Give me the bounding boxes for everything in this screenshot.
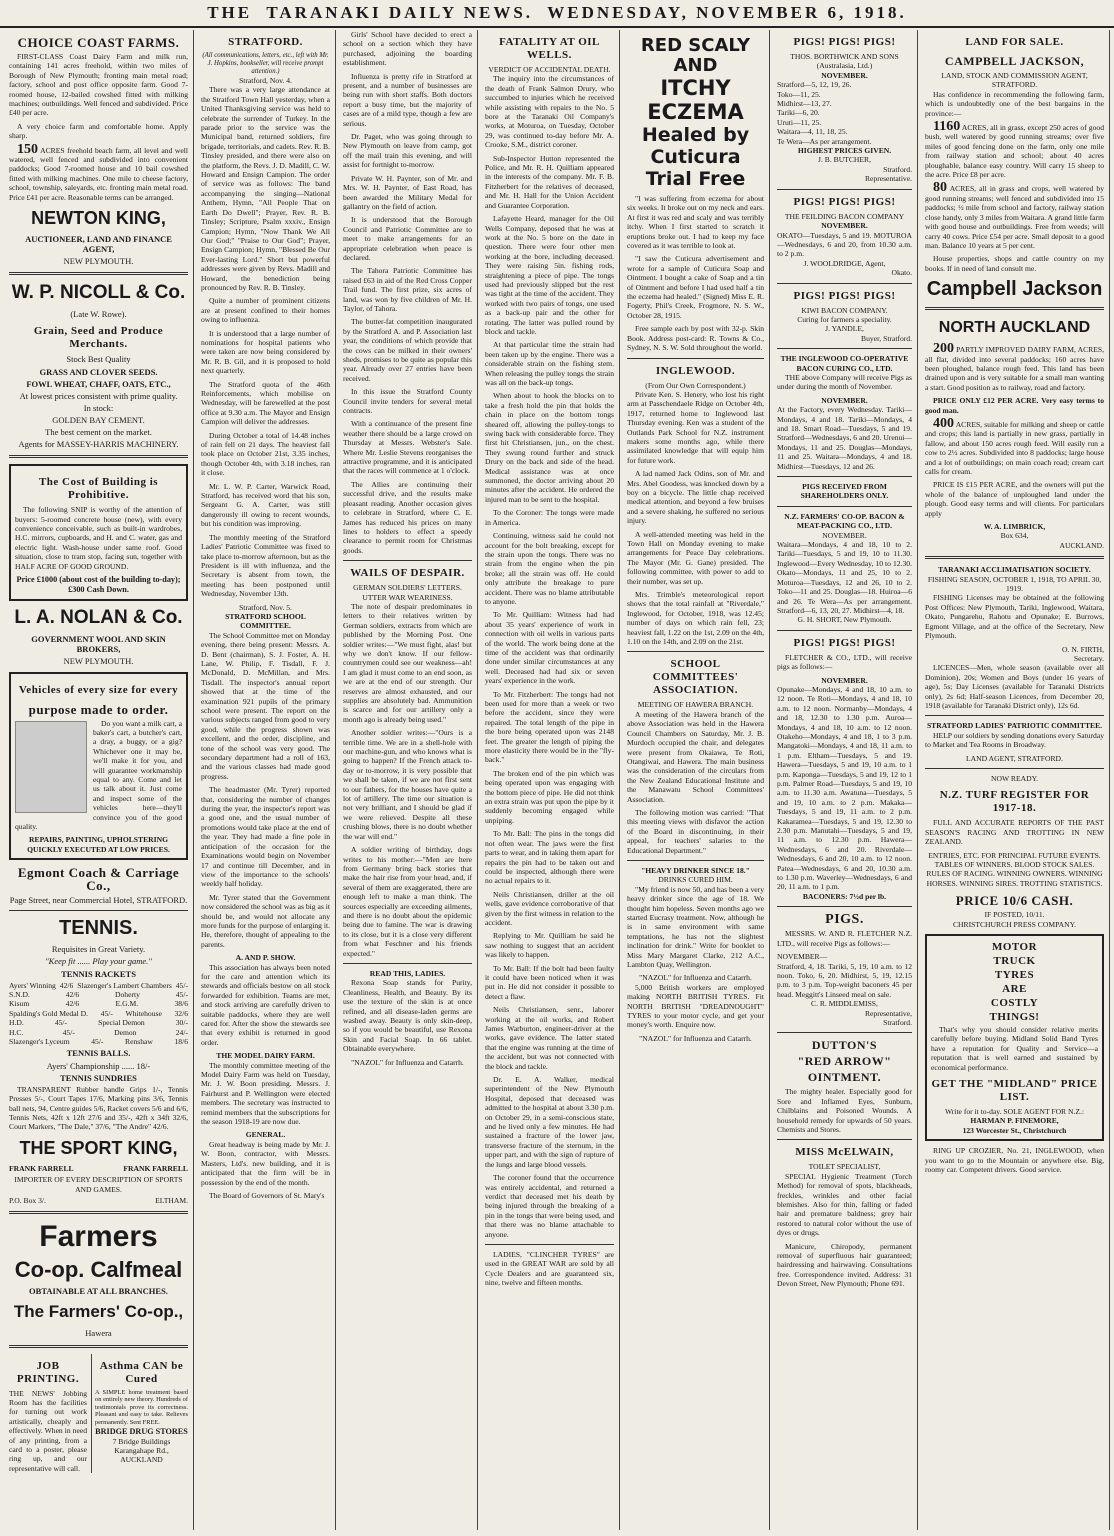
c3-p5: It is understood that the Borough Council and Patriotic Committee are to meet to make arrangements for an appropriate celebration when peace is declared. xyxy=(343,215,472,262)
masthead-title: TARANAKI DAILY NEWS. xyxy=(266,3,534,22)
column-3 xyxy=(338,30,478,1530)
masthead xyxy=(0,0,1114,28)
stratford-p2: Quite a number of prominent citizens are at present confined to their homes owing to influenza. xyxy=(201,296,330,325)
campbell-1160-body: ACRES, all in grass, except 250 acres of good bush, well watered by good running streams; over five miles of good fencing done on the farm, only one mile from railway station and school; about 40 acres ploughable, balance easy country. Will carry 15 sheep to the acre. Price £8 per acre. xyxy=(925,123,1104,180)
masthead-date: WEDNESDAY, NOVEMBER 6, 1918. xyxy=(547,3,907,22)
farmers-2: Co-op. Calfmeal xyxy=(14,1257,183,1283)
inglewood-p4: Mrs. Trimble's meteorological report shows that the total rainfall at "Riverdale," Inglewood, for October, 1918, was 12.45; number of days on which rain fell, 23; heaviest fall, 1.22 on the 1st, 2.09 on the 4th, 1.10 on the 14th, and 2.09 on the 21st. xyxy=(627,590,764,647)
egmont-addr: Page Street, near Commercial Hotel, STRATFORD. xyxy=(9,895,188,906)
sportking-name: THE SPORT KING, xyxy=(19,1137,178,1158)
c3-p10: The Allies are continuing their successful drive, and the results make pleasant reading. Another occasion gives to celebrate in Stratford, where C. E. James has reduced his prices on many lines to holders to effect a speedy clearance to permit room for Christmas goods. xyxy=(343,479,472,555)
inglewood-p3: A well-attended meeting was held in the Town Hall on Monday evening to make arrangements for Peace Day celebrations. The Mayor (Mr. G. Gane) presided. The following committee, with power to add to their number, was set up. xyxy=(627,529,764,586)
cuticura-headline-2: ITCHY ECZEMA xyxy=(647,76,744,124)
stratford-p5: During October a total of 14.48 inches of rain fell on 21 days. The heaviest fall took place on October 21st, 3.35 inches, though October 4th, with 3.18 inches, ran it close. xyxy=(201,430,330,478)
fatality-head: FATALITY AT OIL WELLS. xyxy=(499,36,600,61)
nicoll-prices: At lowest prices consistent with prime quality. xyxy=(19,390,178,401)
coast-body2: A very choice farm and comfortable home. Apply sharp. xyxy=(9,121,188,141)
cuticura-body3: Free sample each by post with 32-p. Skin Book. Address post-card: R. Towns & Co., Sydney, N. S. W. Sold throughout the world. xyxy=(627,324,764,353)
c3-p6: The Tahora Patriotic Committee has raised £63 in aid of the Red Cross Copper Trail fund. The first prize, six acres of land, was won by five children of Mr. H. Taylor, of Tahora. xyxy=(343,266,472,313)
fletch-lines: Opunake—Mondays, 4 and 18, 10 a.m. to 12 noon. Te Roti—Mondays, 4 and 18, 10 a.m. to 12 noon. Normanby—Mondays, 4 and 18, 12.30 to 1.30 p.m. Auroa—Mondays, 4 and 18, 10 a.m. to 12 noon. Otakeho—Mondays, 4 and 18, 1 to 3 p.m. Mangatoki—Mondays, 4 and 18, 11 a.m. to 1 p.m. Eltham—Tuesdays, 5 and 19. Hawera—Tuesdays, 5 and 19, 10 a.m. to 1 p.m. Kaponga—Tuesdays, 5 and 19, 12 to 1 p.m. Palmer Road—Tuesdays, 5 and 19, 10 a.m. to 11.30 a.m. Awatuna—Tuesdays, 5 and 19, 10 a.m. to 2 p.m. Makaka—Tuesdays, 5 and 19, 11 a.m. to 2 p.m. Kakaramea—Tuesdays, 5 and 19, 12.30 to 2.30 p.m. Manutahi—Tuesdays, 5 and 19, 11 a.m. to 12.30 p.m. Hawera—Wednesdays, 6 and 20. Riverdale—Wednesdays, 6 and 20, 10 a.m. to 12 noon. Patea—Wednesdays, 6 and 20, 10.30 a.m. to 1.30 p.m. Waverley—Wednesdays, 6 and 20, 11 a.m. to 1 p.m. xyxy=(777,684,912,892)
nz-head: N.Z. FARMERS' CO-OP. BACON & MEAT-PACKING CO., LTD. xyxy=(784,511,905,531)
campbell-80-body: ACRES, all in grass and crops, well watered by good running streams; well fenced and subdivided into 15 paddocks; ½ mile from school and factory, railway station close handy, only 3 miles from Waitara. A grand little farm with good house and outbuildings. Free from weeds; will carry 40 cows. Price £54 per acre. Small deposit to a good man. Balance 10 years at 5 per cent. xyxy=(925,184,1104,250)
cuticura-body2: "I saw the Cuticura advertisement and wrote for a sample of Cuticura Soap and Ointment. I bought a cake of Soap and a tin of Ointment and before I had used half a tin the eczema had healed." (Signed) Miss E. R. Fogerty, Phil's Creek, Frogmore, N. S. W., October 28, 1915. xyxy=(627,254,764,320)
racket-row: Ayers' Winning 42/6 Slazenger's Lambert Chambers 45/- xyxy=(9,980,188,990)
cost-title: The Cost of Building is Prohibitive. xyxy=(38,476,159,502)
pigs-head: PIGS. xyxy=(825,912,864,928)
pigs2-company: THE FEILDING BACON COMPANY xyxy=(784,211,905,221)
stratford-note: (All communications, letters, etc., left with Mr. J. Hopkins, bookseller, will receive prompt attention.) xyxy=(202,52,329,75)
acc-sec: O. N. FIRTH, xyxy=(1062,644,1104,654)
tennis-keep: "Keep fit ...... Play your game." xyxy=(45,956,152,967)
pigs3-company: KIWI BACON COMPANY. xyxy=(801,305,888,315)
inglewood-p2: A lad named Jack Odins, son of Mr. and Mrs. Abel Goodess, was knocked down by a boy on a bicycle. The little chap received medical attention, and beyond a few bruises and a severe shaking, he suffered no serious injury. xyxy=(627,469,764,526)
coast-150: 150 xyxy=(17,141,38,157)
mcelwain-sub: TOILET SPECIALIST, xyxy=(808,1162,881,1172)
motor-4: ARE xyxy=(1002,983,1027,996)
cuticura-headline-3: Healed by Cuticura xyxy=(641,124,750,168)
sc-sub: MEETING OF HAWERA BRANCH. xyxy=(637,700,754,710)
stratford-head: STRATFORD. xyxy=(228,36,303,48)
asthma-body: A SIMPLE home treatment based on entirely new theory. Hundreds of testimonials prove its correctness. Pleasant and easy to take. Relieves permanently. Sent FREE. xyxy=(95,1388,188,1426)
fatality-p8: To Mr. Quilliam: Witness had had about 35 years' experience of work in connection with oil wells in various parts of the world. The work being done at the time of the accident was that ordinarily done under similar circumstances at any well. Deceased had had six or seven years' experience in the work. xyxy=(485,610,614,686)
mcelwain-body2: Manicure, Chiropody, permanent removal of superfluous hair guaranteed; hairdressing and hairwaving. Consultations free. Correspondence invited. Address: 31 Devon Street, New Plymouth; Phone 691. xyxy=(777,1241,912,1289)
pigs1-line: Toko—11, 25. xyxy=(777,89,821,99)
motor-3: TYRES xyxy=(994,969,1035,982)
turf-price: PRICE 10/6 CASH. xyxy=(955,893,1074,909)
stratford-p1: There was a very large attendance at the Stratford Town Hall yesterday, when a United Thanksgiving service was held to celebrate the surrender of Turkey. In the parade prior to the service was the Municipal band, returned soldiers, fire brigade, territorials, and cadets. Rev. R. B. Tinsley presided, and there were also on the platform, the Revs. J. D. Madill, C. W. Howard and Ensign Campion. The order of service was as follows: The band accompanying the singing—National Anthem, Hymn, "All People That on Earth Do Dwell"; Prayer, Rev. R. B. Tinsley; Scripture, Psalm xxxiv., Ensign Campion; Hymn, "Now Thank We All Our God;" "Praise to Our God"; Prayer, Ensign Campion; Hymn, "Blessed Be Our Ever-lasting Lord." Short but powerful addresses were given by Revs. Madill and Howard, the benediction being pronounced by Rev. R. B. Tinsley. xyxy=(201,85,330,292)
fatality-p6: To the Coroner: The tongs were made in America. xyxy=(485,508,614,527)
turf-ready: NOW READY. xyxy=(991,773,1038,783)
nicoll-agents: Agents for MASSEY-HARRIS MACHINERY. xyxy=(18,439,179,450)
fatality-p10: The broken end of the pin which was being operated upon was engaging with the bottom piece of pipe. He did not think an extra strain was put upon the pipe by it suddenly becoming engaged while unpiping. xyxy=(485,768,614,825)
ing-coop-month: NOVEMBER. xyxy=(821,395,868,405)
dutton-2: "RED ARROW" xyxy=(797,1054,892,1069)
vehicles-title: Vehicles of every size for every xyxy=(18,683,179,696)
rackets-title: TENNIS RACKETS xyxy=(61,968,136,979)
coast-title: CHOICE COAST FARMS. xyxy=(17,35,180,50)
general-head: GENERAL. xyxy=(245,1130,286,1140)
stratford-dateline: Stratford, Nov. 4. xyxy=(239,76,292,85)
read-head: READ THIS, LADIES. xyxy=(369,968,446,978)
nicoll-stock: Stock Best Quality xyxy=(66,354,131,365)
asthma-drug: BRIDGE DRUG STORES xyxy=(95,1426,188,1436)
slpc-head: STRATFORD LADIES' PATRIOTIC COMMITTEE. xyxy=(926,721,1103,731)
nicoll-name: W. P. NICOLL & Co. xyxy=(11,282,186,304)
pigs-body: MESSRS. W. AND R. FLETCHER N.Z. LTD., will receive Pigs as follows:— xyxy=(777,929,912,948)
racket-row: S.N.D. 42/6 Doherty 45/- xyxy=(9,990,188,999)
rackets-list xyxy=(9,981,188,1047)
column-7 xyxy=(920,30,1110,1530)
crozier: RING UP CROZIER, No. 21, INGLEWOOD, when you want to go to the Mountain or anywhere else. Big, roomy car. Competent drivers. Good service. xyxy=(925,1146,1104,1175)
inglewood-from: (From Our Own Correspondent.) xyxy=(645,380,746,390)
cuticura-headline-1: RED SCALY AND xyxy=(640,35,751,76)
committee-head: STRATFORD SCHOOL COMMITTEE. xyxy=(225,611,306,631)
farmers-3: OBTAINABLE AT ALL BRANCHES. xyxy=(29,1286,168,1297)
turf-body: FULL AND ACCURATE REPORTS OF THE PAST SEASON'S RACING AND TROTTING IN NEW ZEALAND. xyxy=(925,818,1104,847)
c3-p9: With a continuance of the present fine weather there should be a large crowd on Thursday at Messrs. Webster's Sale. Where Mr. Leslie Stevens reorganises the attractive programme, and it is anticipated that the races will commence at 1 o'clock. xyxy=(343,419,472,476)
pigs3-body: Curing for farmers a speciality. xyxy=(797,314,892,324)
acc-licences: LICENCES—Men, whole season (available over all Dominion), 20s; Women and Boys (under 16 years of age), 5s; Day Licenses (available for Taranaki Districts only), 2s 6d; Half-season Licences, from December 20, 1918 (available for Taranaki District only), 12s 6d. xyxy=(925,663,1104,710)
tyres: 5,000 British workers are employed making NORTH BRITISH TYRES. Fit NORTH BRITISH "DREADNOUGHT" TYRES to your motor cycle, and get your money's worth. Enquire now. xyxy=(627,982,764,1030)
stratford-p3: It is understood that a large number of nominations for hospital patients who were taken are now being considered by Mr. R. B. Gil, and it is proposed to hold next quarterly. xyxy=(201,328,330,376)
motor-body: That's why you should consider relative merits carefully before buying. Midland Solid Band Tyres have a reputation for Quality and Service—a reputation that is well earned and sustained by economical performance. xyxy=(931,1025,1098,1072)
read-body: Rexona Soap stands for Purity, Cleanliness, Health, and Beauty. By its use the texture of the skin is at once refined, and all disease-laden germs are washed away. Beauty is only skin-deep, so if you would be beautiful, use Rexona Skin and Facial Soap. In 66 tablet. Obtainable everywhere. xyxy=(343,978,472,1054)
campbell-1160: 1160 xyxy=(933,119,961,135)
sportking-box: P.O. Box 3/. xyxy=(9,1195,46,1205)
racket-row: Kisum 42/6 E.G.M. 38/6 xyxy=(9,999,188,1009)
wails-sub2: UTTER WAR WEARINESS. xyxy=(362,592,453,602)
vehicles-body: Do you want a milk cart, a baker's cart, a butcher's cart, a dray, a buggy, or a gig? Whichever one it may be, we'll make it for you, and will guarantee workmanship equal to any. Come and let us talk about it. Just come and inspect some of the vehicles here—they'll convince you of the good quality. xyxy=(15,718,182,831)
pigs3-agent: J. YANDLE, xyxy=(825,324,864,334)
turf-office: CHRISTCHURCH PRESS COMPANY. xyxy=(952,919,1077,929)
midland-body: Write for it to-day. SOLE AGENT FOR N.Z.: xyxy=(944,1107,1085,1117)
pigs2-place: Okato. xyxy=(891,268,912,278)
balls-line: Ayers' Championship ...... 18/- xyxy=(46,1060,151,1071)
sc-p1: A meeting of the Hawera branch of the above Association was held in the Hawera Council Chambers on Saturday, Mr. J. B. Murdoch occupied the chair, and delegates were present from Okaiawa, Te Roti, Otangiwai, and Hawera. The main business was the consideration of the circulars from the New Zealand Educational Institute and the Manawatu School Committees' Association. xyxy=(627,709,764,804)
na-head: NORTH AUCKLAND xyxy=(938,319,1091,337)
fatality-p12: Neils Christiansen, driller at the oil wells, gave evidence corroborative of that given by the first witness in relation to the accident. xyxy=(485,889,614,927)
racket-row: Spalding's Gold Medal D. 45/- Whitehouse 32/6 xyxy=(9,1008,188,1018)
ing-coop-lines: At the Factory, every Wednesday. Tariki—Mondays, 4 and 18. Tariki—Mondays, 4 and 18. Smart Road—Tuesdays, 5 and 19. Stratford—Wednesdays, 6 and 20. Urenui—Mondays, 11 and 25. Douglas—Mondays, 11 and 25. Waitara—Mondays, 4 and 18. Midhirst—Tuesdays, 12 and 26. xyxy=(777,405,912,471)
motor-1: MOTOR xyxy=(991,941,1038,954)
pigs1-line: Tariki—6, 20. xyxy=(777,108,820,118)
asthma-addr: 7 Bridge Buildings xyxy=(112,1436,171,1446)
ing-coop-body: THE above Company will receive Pigs as under during the month of November. xyxy=(777,372,912,392)
stratford-dateline2: Stratford, Nov. 5. xyxy=(239,602,292,612)
farmers-1: Farmers xyxy=(39,1220,158,1254)
stratford-p7: The monthly meeting of the Stratford Ladies' Patriotic Committee was fixed to take place to-morrow afternoon, but as the President is ill with influenza, and the Secretary is absent from town, the meeting has been postponed until Wednesday, November 13th. xyxy=(201,532,330,599)
pigs1-line: Uruti—11, 25. xyxy=(777,117,822,127)
shares-head: PIGS RECEIVED FROM SHAREHOLDERS ONLY. xyxy=(800,482,889,501)
fletch-head: PIGS! PIGS! PIGS! xyxy=(793,636,896,649)
sc-head: SCHOOL COMMITTEES' ASSOCIATION. xyxy=(652,658,739,697)
fletch-baconers: BACONERS: 7½d per lb. xyxy=(802,891,887,901)
pigs-place: Stratford. xyxy=(883,1017,912,1027)
na-agent: W. A. LIMBRICK, xyxy=(983,522,1046,532)
c3-p4: Private W. H. Paynter, son of Mr. and Mrs. W. H. Paynter, of East Road, has been awarded the Military Medal for gallantry on the field of action. xyxy=(343,173,472,211)
mcelwain-name: MISS McELWAIN, xyxy=(795,1146,894,1159)
na-box: Box 634, xyxy=(1000,531,1029,541)
newton-sub: AUCTIONEER, LAND AND FINANCE AGENT, xyxy=(25,234,172,255)
na-400-body: ACRES, suitable for milking and sheep or cattle and crops; this land is partially in new grass, partially in fallow, and about 150 acres rough feed. Will easily run a cow to 2½ acres. Subdivided into 8 paddocks; large house and a lot of outbuildings; on main coach road; cream cart calls for cream. xyxy=(925,419,1104,476)
fatality-p9: To Mr. Fitzherbert: The tongs had not been used for more than a week or two before the accident, since they were repaired. The total length of the pipe in the bore being operated upon was 2148 feet. The greater the length of piping the more elasticity there would be in the "fly-back." xyxy=(485,689,614,765)
c3-p1: Girls' School have decided to erect a school on a section which they have purchased, adjoining the boarding establishment. xyxy=(343,30,472,68)
pigs2-body: OKATO—Tuesdays, 5 and 19. MOTUROA—Wednesdays, 6 and 20, from 10.30 a.m. to 2 p.m. xyxy=(777,230,912,259)
wails-sub: GERMAN SOLDIERS' LETTERS. xyxy=(353,583,462,593)
newton-name: NEWTON KING, xyxy=(31,208,166,229)
pigs1-head: PIGS! PIGS! PIGS! xyxy=(793,36,896,48)
na-price: PRICE ONLY £12 PER ACRE. Very easy terms to good man. xyxy=(925,396,1104,415)
vehicles-title2: purpose made to order. xyxy=(28,701,169,717)
heavy-sub: DRINKS CURED HIM. xyxy=(658,875,733,885)
dutton-3: OINTMENT. xyxy=(807,1070,882,1085)
fatality-p14: To Mr. Ball: If the bolt had been faulty it could have been noticed when it was put in. He did not consider it possible to detect a flaw. xyxy=(485,963,614,1001)
mcelwain-body: SPECIAL Hygienic Treatment (Torch Method) for removal of spots, blackheads, freckles, wrinkles and other facial blemishes. Also for thin, falling or faded hair and premature baldness; grey hair restored to natural color without the use of dyes or drugs. xyxy=(777,1171,912,1238)
fatality-p4: At that particular time the strain had been taken up by the engine. There was a considerable strain on the fishing stem. When releasing the pulley tongs the strain was all on the back-up tongs. xyxy=(485,340,614,387)
fatality-sub: VERDICT OF ACCIDENTAL DEATH. xyxy=(488,65,611,74)
na-200: 200 xyxy=(933,341,954,357)
turf-posted: IF POSTED, 10/11. xyxy=(984,910,1045,920)
pigs3-head: PIGS! PIGS! PIGS! xyxy=(793,289,896,302)
sportking-town: ELTHAM. xyxy=(155,1195,188,1205)
show-body: This association has always been noted for the care and attention which its stewards and officials bestow on all stock forwarded for exhibition. Teams are met, and stock arriving are carefully driven to suitable paddocks, where they are well cared for. After the show the stewards see that every exhibit is returned in good order. xyxy=(201,962,330,1047)
pigs-month: NOVEMBER— xyxy=(777,952,828,962)
cuticura-body: "I was suffering from eczema for about six weeks. It broke out on my neck and ears. At first it was red and scaly and was terribly itchy. When I first started to scratch it eruptions broke out. I had to keep my face covered as it was terrible to look at. xyxy=(627,194,764,251)
committee-c3: Mr. Tyrer stated that the Government now considered the school was as big as it should be, and would not allocate any more funds for the purpose of enlarging it. He, therefore, thought of appealing to the parents. xyxy=(201,892,330,949)
acc-sec2: Secretary. xyxy=(1073,653,1104,663)
general-body2: The Board of Governors of St. Mary's xyxy=(209,1190,325,1200)
cost-body: The following SNIP is worthy of the attention of buyers: 5-roomed concrete house (new), with every convenience conceivable, such as built-in wardrobes, H.C. mirrors, cupboards, and H. and C. water, gas and electric light. Wash-house under same roof. Good situation, close to tram stop, facing sun, together with HALF ACRE OF GOOD GROUND. xyxy=(15,505,182,571)
pigs1-place: Stratford. xyxy=(883,164,912,174)
midland-addr: 123 Worcester St., Christchurch xyxy=(962,1125,1067,1135)
dutton-1: DUTTON'S xyxy=(811,1038,878,1053)
sundries-title: TENNIS SUNDRIES xyxy=(60,1072,137,1083)
nz-agent: G. H. SHORT, New Plymouth. xyxy=(797,615,892,625)
tennis-title: TENNIS. xyxy=(59,917,138,940)
pigs2-head: PIGS! PIGS! PIGS! xyxy=(793,195,896,208)
coast-150-body: ACRES freehold beach farm, all level and well watered, well fenced and subdivided into convenient paddocks; Good 7-roomed house and 10 bail cowshed fitted with milking machines. One mile to cheese factory, school, township, saleyards, etc. fronting main metal road. Price £41 per acre. Reasonable terms can be arranged. xyxy=(9,145,188,202)
dairy-body: The monthly committee meeting of the Model Dairy Farm was held on Tuesday, Mr. J. W. Boon presiding. Messrs. J. Fairhurst and P. Wellington were elected members. The secretary was instructed to remind members that the subscriptions for the season 1918-19 are now due. xyxy=(201,1060,330,1127)
c3-p7: The butter-fat competition inaugurated by the Stratford A. and P. Association last year, the conditions of which provide that the cows can be milked in their owners' sheds, promises to be quite as popular this year. Already over 27 entries have been received. xyxy=(343,317,472,383)
motor-2: TRUCK xyxy=(993,955,1036,968)
vehicles-repairs: REPAIRS, PAINTING, UPHOLSTERING QUICKLY EXECUTED AT LOW PRICES. xyxy=(27,835,170,854)
sportking-right: FRANK FARRELL xyxy=(123,1163,188,1173)
committee-c2: The headmaster (Mr. Tyrer) reported that, considering the number of changes during the year, the inspector's report was a good one, and the usual number of promotions would take place at the end of the year. They had made a fine pole in anticipation of the occasion for the Examinations would begin on November 17 and continue till December, and in view of the importance to the schools' weekly half holiday. xyxy=(201,785,330,889)
c3-foot: "NAZOL" for Influenza and Catarrh. xyxy=(351,1057,464,1067)
egmont-name: Egmont Coach & Carriage Co., xyxy=(17,865,180,894)
wails-p1: The note of despair predominates in letters to their relatives written by German soldiers, extracts from which are published by the Morning Post. One soldier writes:—"We must fight, alas! but why we don't know. If our fellow-countrymen could see our weakness—ah! I am glad it must come to an end soon, as we are at the end of our strength. Our reserves are almost exhausted, and our supplies are absolutely bad. Ammunition is scarce and for our artillery only a month ago is already being used." xyxy=(343,601,472,724)
column-1 xyxy=(4,30,194,1530)
land-head: LAND FOR SALE. xyxy=(965,36,1064,48)
newton-place: NEW PLYMOUTH. xyxy=(63,256,134,267)
pigs1-line: Waitara—4, 11, 18, 25. xyxy=(777,127,848,137)
fatality-p11: To Mr. Ball: The pins in the tongs did not often wear. The jaws were the first parts to wear, and in taking them apart for repairs the pin had to be taken out and could be inspected, although there were no actual repairs to it. xyxy=(485,829,614,886)
farmers-5: Hawera xyxy=(85,1328,112,1339)
wails-p2: Another soldier writes:—"Ours is a terrible time. We are in a shell-hole with our machine-gun, and who knows what is going to happen? If the French attack to-day or to-morrow, it is very possible that we shall be taken, if we are not first sent to our fathers, for the houses have quite a lot of artillery. The time our situation is not very brilliant, and I should be glad if we were relieved. Despite all these crushing blows, there is no doubt whether the war will end." xyxy=(343,728,472,841)
stratford-p4: The Stratford quota of the 46th Reinforcements, which mobilise on Wednesday, will be farewelled at the post office at 9.30 a.m. The Mayor and Ensign Campion will deliver the addresses. xyxy=(201,379,330,427)
job-title: JOB PRINTING. xyxy=(16,1359,80,1385)
cost-price: Price £1000 (about cost of the building to-day); £300 Cash Down. xyxy=(16,575,181,595)
campbell-big: Campbell Jackson xyxy=(926,278,1103,301)
c4-foot: LADIES, "CLINCHER TYRES" are used in the GREAT WAR are sold by all Cycle Dealers and are guaranteed six, nine, twelve and fifteen months. xyxy=(485,1249,614,1288)
job-body: THE NEWS' Jobbing Room has the facilities for turning out work artistically, cheaply and effectively. When in need of any printing, from a card to a poster, please ring up, and our representative will call. xyxy=(9,1388,87,1473)
c3-p2: Influenza is pretty rife in Stratford at present, and a number of businesses are being run with short staffs. Both doctors report a busy time, but the majority of cases are of a mild type, though a few are serious. xyxy=(343,71,472,128)
pigs1-highest: HIGHEST PRICES GIVEN. xyxy=(797,146,892,156)
nolan-sub: GOVERNMENT WOOL AND SKIN BROKERS, xyxy=(31,634,166,655)
turf-head: N.Z. TURF REGISTER FOR 1917-18. xyxy=(939,789,1090,815)
racket-row: H.D. 45/- Special Demon 30/- xyxy=(9,1018,188,1028)
pigs1-line: Midhirst—13, 27. xyxy=(777,99,832,109)
motor-6: THINGS! xyxy=(989,1011,1040,1024)
masthead-left: THE xyxy=(207,3,253,22)
nicoll-late: (Late W. Rowe). xyxy=(70,309,127,320)
motor-ad xyxy=(925,934,1104,1141)
pigs2-agent: J. WOOLDRIDGE, Agent, xyxy=(803,258,886,268)
nicoll-grass: GRASS AND CLOVER SEEDS. xyxy=(39,366,158,377)
nicoll-cement: GOLDEN BAY CEMENT. xyxy=(52,414,145,425)
pigs1-line: Te Wera—As per arrangement. xyxy=(777,136,872,146)
c3-p3: Dr. Paget, who was going through to New Plymouth on leave from camp, got off the mail train this evening, and will assist for fortnight to-morrow. xyxy=(343,132,472,170)
na-price2: PRICE IS £15 PER ACRE, and the owners will put the whole of the balance of unploughed land under the plough. Good easy terms and will clients. For particulars apply xyxy=(925,480,1104,518)
column-6 xyxy=(772,30,918,1530)
na-200-body: PARTLY IMPROVED DAIRY FARM, ACRES, all flat, divided into several paddocks; 160 acres have been ploughed, balance rough feed. This land has been drained upon and is very suitable for a small man wanting a start. Good position as to railway, road and factory. xyxy=(925,345,1104,392)
pigs1-month: NOVEMBER. xyxy=(821,70,868,80)
column-4 xyxy=(480,30,620,1530)
cuticura-headline-4: Trial Free xyxy=(645,168,746,190)
wails-p3: A soldier writing of birthday, dogs writes to his mother:—"Men are here from Germany bring back stories that make the hair rise from your head, and, if several of them are exaggerated, there are enough left to make a man think. The sources especially are exceeding ailments, and there is no doubt about the epidemic being due to famine. The war is drawing to its close, but it is a close very different from what Feschner and his friends expected." xyxy=(343,845,472,958)
nicoll-best: The best cement on the market. xyxy=(45,427,152,438)
nicoll-instock: In stock: xyxy=(83,402,114,413)
campbell-sub: LAND, STOCK AND COMMISSION AGENT, STRATFORD. xyxy=(941,71,1088,90)
heavy-head: "HEAVY DRINKER SINCE 18." xyxy=(641,865,750,875)
pigs1-company: THOS. BORTHWICK AND SONS (Australasia, Ltd.) xyxy=(790,52,899,71)
nicoll-title: Grain, Seed and Produce Merchants. xyxy=(33,325,164,351)
ing-coop-head: THE INGLEWOOD CO-OPERATIVE BACON CURING CO., LTD. xyxy=(780,354,909,373)
sundries-body: TRANSPARENT Rubber handle Grips 1/-, Tennis Presses 5/-, Court Tapes 17/6, Marking pins 3/6, Tennis ball nets, 94, Centre guides 5/6, Racket covers 5/6 and 6/6, Tennis Nets, 42ft x 12ft 27/6 and 35/-, 42ft x 34ft 32/6, Court Markers, "The Dale," 37/6, "The Andre" 42/6. xyxy=(9,1084,188,1132)
fletch-company: FLETCHER & CO., LTD., will receive pigs as follows:— xyxy=(777,652,912,672)
nz-lines: Waitara—Mondays, 4 and 18, 10 to 2. Tariki—Tuesdays, 5 and 19, 10 to 11.30. Inglewood—Every Wednesday, 10 to 12.30. Okato—Mondays, 11 and 25, 10 to 2. Moturoa—Tuesdays, 12 and 26, 10 to 2. Toko—11 and 25. Douglas—18. Huiroa—6 and 26. Te Wera—As per arrangement. Stratford—6, 13, 20, 27. Midhirst—4, 18. xyxy=(777,540,912,615)
pigs1-line: Stratford—5, 12, 19, 26. xyxy=(777,80,852,90)
racket-row: Slazenger's Lyceum 45/- Renshaw 18/6 xyxy=(9,1037,188,1047)
pigs-lines: Stratford, 4, 18. Tariki, 5, 19, 10 a.m. to 12 noon. Toko, 6, 20. Midhirst, 5, 19, 12.15 p.m. to 3 p.m. Top-weight baconers 45 per head. Meggitt's Linseed meal on sale. xyxy=(777,961,912,999)
campbell-p1: Has confidence in recommending the following farm, which is undoubtedly one of the best bargains in the province:— xyxy=(925,89,1104,118)
show-head: A. AND P. SHOW. xyxy=(235,953,296,963)
vehicle-illustration xyxy=(15,721,87,813)
column-5 xyxy=(622,30,770,1530)
heavy-foot: "NAZOL" for Influenza and Catarrh. xyxy=(639,973,752,983)
fatality-p3: Lafayette Heard, manager for the Oil Wells Company, deposed that he was at work at the No. 5 bore on the date in question. There were four other men working at the bore, including deceased. They were raising 5in. fishing rods, straightening a piece of pipe. The tongs used had previously slipped but the rest was tight at the time of the accident. They worked with two pairs of tongs, one used as a back-up pair and the other for rotating. The latter was pulled round by block and tackle. xyxy=(485,214,614,336)
nz-month: NOVEMBER. xyxy=(822,530,867,540)
pigs1-agent: J. B. BUTCHER, xyxy=(818,155,871,165)
na-400: 400 xyxy=(933,415,954,431)
balls-title: TENNIS BALLS. xyxy=(66,1048,131,1059)
motor-5: COSTLY xyxy=(990,997,1039,1010)
c3-p8: In this issue the Stratford County Council invite tenders for several metal contracts. xyxy=(343,387,472,416)
stratford-p6: Mr. L. W. P. Carter, Warwick Road, Stratford, has received word that his son, Sergeant G. A. Carter, was still dangerously ill owing to recent wounds, but his condition was improving. xyxy=(201,481,330,529)
fatality-p15: Neils Christiansen, senr., laborer working at the oil works, and Robert James Warburton, engineer-driver at the works, gave evidence. The latter stated that the engine was running at the time of the accident, but was not connected with the block and tackle. xyxy=(485,1005,614,1071)
farmers-4: The Farmers' Co-op., xyxy=(13,1302,184,1322)
sportking-left: FRANK FARRELL xyxy=(9,1163,74,1173)
acc-season: FISHING SEASON, OCTOBER 1, 1918, TO APRIL 30, 1919. xyxy=(927,574,1102,594)
slpc-body: HELP our soldiers by sending donations every Saturday to Market and Tea Rooms in Broadway. xyxy=(925,730,1104,750)
acc-body: FISHING Licenses may be obtained at the following Post Offices: New Plymouth, Tariki, Inglewood, Waitara, Okato, Pungarehu, Rahotu and Opunake; E. Burrows, Egmont Village, and at the office of the Secretary, New Plymouth. xyxy=(925,593,1104,641)
slpc-agent: LAND AGENT, STRATFORD. xyxy=(966,753,1063,763)
committee-c1: The School Committee met on Monday evening, there being present: Messrs. A. D. Bent (chairman), S. J. Foster, A. H. Lane, W. Philip, F. Tisdall, F. J. McDonald, D. McMillan, and Mrs. Tisdall. The inspector's annual report showed that at the time of the examination 921 pupils of the primary school were present. The report on the various subjects ranged from good to very good, while the progress shown was excellent, and the order, discipline, and tone of the school was very good. The secondary department had a roll of 163, and the various classes had made good progress. xyxy=(201,630,330,781)
sportking-sub: IMPORTER OF EVERY DESCRIPTION OF SPORTS AND GAMES. xyxy=(14,1175,183,1194)
campbell-head: CAMPBELL JACKSON, xyxy=(944,54,1085,68)
c5-foot: "NAZOL" for Influenza and Catarrh. xyxy=(639,1033,752,1043)
pigs2-month: NOVEMBER. xyxy=(821,221,868,231)
fatality-p2: Sub-Inspector Hutton represented the Police, and Mr. R. H. Quilliam appeared in the interests of the company. Mr. F. B. Fitzherbert for the relatives of deceased, and Mr. H. Hall for the Union Accident and Guarantee Corporation. xyxy=(485,153,614,210)
turf-list: ENTRIES, ETC. FOR PRINCIPAL FUTURE EVENTS. TABLES OF WINNERS. BLOOD STOCK SALES. RULES OF RACING. WINNING OWNERS. WINNING HORSES. WINNING SIRES. TROTTING STATISTICS. xyxy=(926,850,1103,888)
midland-name: HARMAN P. FINEMORE, xyxy=(970,1116,1059,1126)
fatality-p5: When about to hook the blocks on to take a fresh hold the pin that holds the chain in place on the bottom tongs sheared off, allowing the pulley-tongs to swing back with considerable force. They first hit Christiansen, jun., on the chest. They swung round further and struck Drury on the back and side of the head. Medical assistance was at once summoned, the doctor arriving about 20 minutes after the accident. He ordered the injured man to be sent to the hospital. xyxy=(485,391,614,504)
pigs-rep: Representative, xyxy=(864,1008,912,1018)
racket-row: H.C. 45/- Demon 24/- xyxy=(9,1027,188,1037)
nicoll-fowl: FOWL WHEAT, CHAFF, OATS, ETC., xyxy=(26,378,171,389)
nolan-name: L. A. NOLAN & Co. xyxy=(14,607,183,629)
acc-head: TARANAKI ACCLIMATISATION SOCIETY. xyxy=(938,565,1091,575)
asthma-addr2: Karangahape Rd., AUCKLAND xyxy=(114,1446,169,1465)
coast-body: FIRST-CLASS Coast Dairy Farm and milk run, containing 141 acres freehold, within two miles of Borough of New Plymouth; fronting main metal road; factory, school and post office opposite farm. Good 7-roomed house, 12-bailed cowshed fitted with milking machines; outbuildings. Well fenced and subdivided. Price £40 per acre. xyxy=(9,52,188,118)
nolan-place: NEW PLYMOUTH. xyxy=(63,656,134,667)
midland-head: GET THE "MIDLAND" PRICE LIST. xyxy=(931,1078,1098,1104)
wails-head: WAILS OF DESPAIR. xyxy=(350,567,465,580)
fatality-p13: Replying to Mr. Quilliam he said he saw nothing to suggest that an accident was likely to happen. xyxy=(485,931,614,960)
inglewood-p1: Private Ken. S. Henery, who lost his right arm at Passchendaele Ridge on October 4th, 1917, returned home to Inglewood last Thursday evening. Ken was a student of the Outlands Park School for N.Z. instrument makers some months ago, while there assimilated knowledge that will equip him for future work. xyxy=(627,389,764,465)
fatality-p7: Continuing, witness said he could not account for the bolt breaking, except for the strain upon the tongs. There was no strain from the engine when the pin broke; all the strain was off. He could only attribute the breakage to pure accident. There was no blame attributable to anyone. xyxy=(485,531,614,606)
heavy-body: "My friend is now 50, and has been a very heavy drinker since the age of 18. We thought him hopeless. Seven months ago we started Eucrasy treatment. Now, although he is in same environment with same temptations, he has not the slightest inclination for drink." Write for booklet to Miss Mary Margaret Clarke, 212 A.C., Lambton Quay, Wellington. xyxy=(627,884,764,970)
general-body: Great headway is being made by Mr. J. W. Boon, contractor, with Messrs. Masters, Ltd's. new building, and it is anticipated that the firm will be in possession by the end of the month. xyxy=(201,1139,330,1187)
fatality-p1: The inquiry into the circumstances of the death of Frank Salmon Drury, who succumbed to injuries which he received while assisting with repairs to the No. 5 bore at the Taranaki Oil Company's works, at Moturoa, on Tuesday, October 29, was continued to-day before Mr. A. Crooke, S.M., district coroner. xyxy=(485,74,614,150)
asthma-title: Asthma CAN be Cured xyxy=(99,1359,184,1385)
fatality-p17: The coroner found that the occurrence was entirely accidental, and returned a verdict that deceased met his death by being injured through the breaking of a pin in the tongs that were being used, and that there was no blame attachable to anyone. xyxy=(485,1173,614,1239)
column-2 xyxy=(196,30,336,1530)
inglewood-head: INGLEWOOD. xyxy=(655,364,736,377)
pigs1-rep: Representative. xyxy=(864,174,912,184)
dairy-head: THE MODEL DAIRY FARM. xyxy=(216,1051,315,1061)
campbell-80: 80 xyxy=(933,180,947,196)
campbell-p2: House properties, shops and cattle country on my books. If in need of land consult me. xyxy=(925,254,1104,273)
pigs-agent: C. R. MIDDLEMISS, xyxy=(811,999,878,1009)
cost-ad xyxy=(9,464,188,601)
na-place: AUCKLAND. xyxy=(1059,540,1104,550)
tennis-sub: Requisites in Great Variety. xyxy=(51,944,146,955)
fatality-p16: Dr. E. A. Walker, medical superintendent of the New Plymouth Hospital, deposed that deceased was admitted to the hospital at about 3.30 p.m. on October 29, in a semi-conscious state, and he lived only a few minutes. He had sustained a fracture of the lower jaw, transverse fracture of the sternum, in the upper part, and with the sign of rupture of the lungs and large blood vessels. xyxy=(485,1075,614,1169)
sc-p2: The following motion was carried: "That this meeting views with disfavor the action of the Board in discontinuing, in their appeal, for teachers' salaries to the Educational Department." xyxy=(627,807,764,855)
fletch-month: NOVEMBER. xyxy=(821,675,868,685)
dutton-body: The mighty healer. Especially good for Sore and Inflamed Eyes, Sunburn, Chilblains and Poisoned Wounds. A household remedy for upwards of 50 years. Chemists and Stores. xyxy=(777,1087,912,1134)
pigs3-buyer: Buyer, Stratford. xyxy=(861,333,912,343)
vehicles-ad xyxy=(9,672,188,861)
